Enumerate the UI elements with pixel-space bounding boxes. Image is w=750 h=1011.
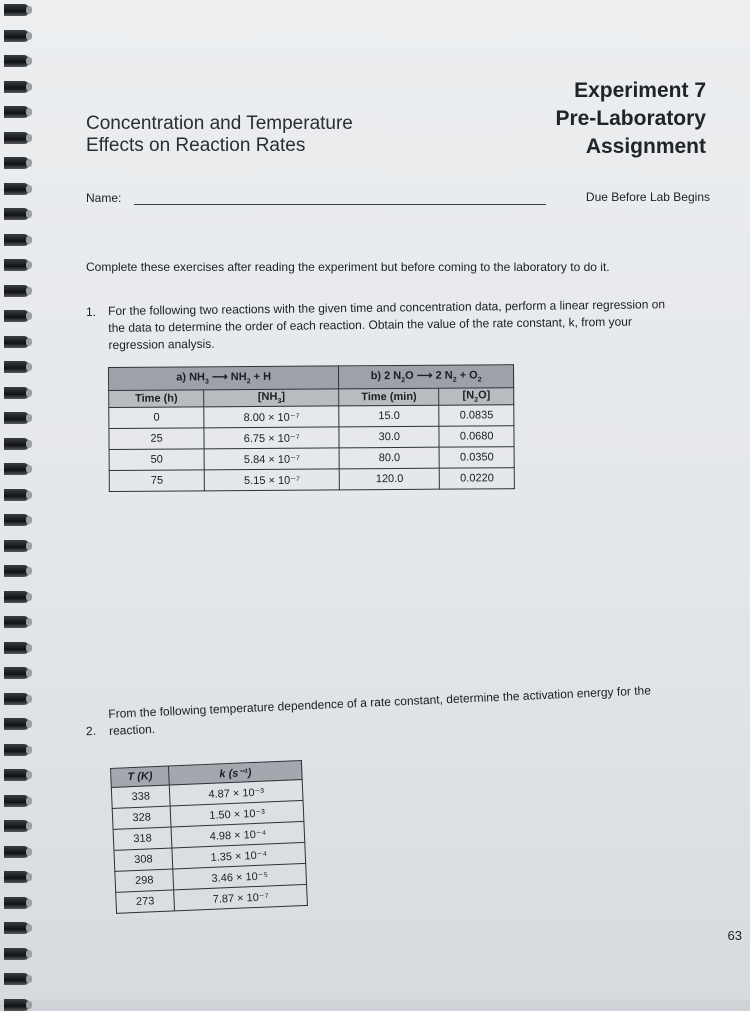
table-row (109, 447, 514, 471)
instructions: Complete these exercises after reading the experiment but before coming to the laboratory to do it. (86, 260, 610, 274)
column-header: Time (h) (109, 390, 204, 408)
cell: 273 (116, 890, 175, 913)
binding-hole (26, 695, 32, 703)
cell: 338 (111, 785, 170, 808)
question-1-text: For the following two reactions with the given time and concentration data, perform a linear regression on the data to determine the order of each reaction. Obtain the value of the rate constant, k, from your regression analysis. (108, 297, 666, 352)
table-row (109, 426, 514, 450)
cell: 0.0835 (439, 405, 514, 427)
binding-hole (26, 644, 32, 652)
cell: 30.0 (339, 426, 439, 448)
binding-hole (26, 32, 32, 40)
cell: 3.46 × 10⁻⁵ (173, 863, 307, 890)
reaction-b-header: b) 2 $N_2O$ ⟶ 2 $N_2 + O_2$ (339, 365, 514, 389)
experiment-heading (555, 77, 706, 161)
title-line-1: Concentration and Temperature (86, 113, 353, 134)
binding-hole (26, 720, 32, 728)
cell: 0.0220 (440, 468, 515, 490)
binding-hole (26, 312, 32, 320)
binding-hole (26, 975, 32, 983)
column-header: T (K) (111, 766, 170, 787)
table-row (109, 405, 514, 429)
binding-hole (26, 261, 32, 269)
binding-hole (26, 950, 32, 958)
cell: 8.00 × 10⁻⁷ (204, 406, 339, 428)
binding-hole (26, 465, 32, 473)
rate-constant-table (110, 760, 308, 914)
binding-hole (26, 389, 32, 397)
cell: 0.0680 (439, 426, 514, 448)
cell: 120.0 (339, 468, 439, 490)
experiment-number: Experiment 7 (574, 79, 706, 102)
binding-hole (26, 210, 32, 218)
binding-hole (26, 1001, 32, 1009)
binding-hole (26, 669, 32, 677)
binding-hole (26, 873, 32, 881)
cell: 5.15 × 10⁻⁷ (205, 469, 340, 491)
cell: 298 (115, 869, 174, 892)
cell: 50 (109, 449, 204, 471)
binding-hole (26, 236, 32, 244)
name-field-line[interactable] (134, 204, 546, 205)
cell: 15.0 (339, 405, 439, 427)
experiment-subtitle-1: Pre-Laboratory (555, 107, 706, 130)
cell: 75 (109, 470, 204, 492)
experiment-subtitle-2: Assignment (585, 135, 706, 158)
binding-hole (26, 822, 32, 830)
binding-hole (26, 83, 32, 91)
cell: 0 (109, 407, 204, 429)
cell: 80.0 (339, 447, 439, 469)
reaction-data-table (108, 364, 515, 492)
binding-hole (26, 771, 32, 779)
binding-hole (26, 363, 32, 371)
cell: 25 (109, 428, 204, 450)
binding-hole (26, 134, 32, 142)
binding-hole (26, 185, 32, 193)
binding-hole (26, 618, 32, 626)
binding-hole (26, 57, 32, 65)
question-2-text: From the following temperature dependence of a rate constant, determine the activation energy for the reaction. (108, 683, 652, 738)
binding-hole (26, 848, 32, 856)
page-number: 63 (727, 928, 742, 943)
binding-hole (26, 516, 32, 524)
binding-hole (26, 593, 32, 601)
binding-hole (26, 924, 32, 932)
cell: 308 (114, 848, 173, 871)
table-row (109, 468, 514, 492)
binding-hole (26, 440, 32, 448)
cell: 328 (112, 806, 171, 829)
cell: 4.98 × 10⁻⁴ (171, 821, 305, 848)
question-1-number: 1. (86, 305, 97, 319)
cell: 6.75 × 10⁻⁷ (204, 427, 339, 449)
binding-hole (26, 108, 32, 116)
cell: 4.87 × 10⁻³ (169, 779, 303, 806)
question-2-number: 2. (85, 723, 97, 739)
cell: 7.87 × 10⁻⁷ (174, 884, 308, 911)
binding-hole (26, 567, 32, 575)
binding-hole (26, 797, 32, 805)
column-header: $[NH_3]$ (204, 389, 339, 407)
binding-hole (26, 338, 32, 346)
binding-hole (26, 746, 32, 754)
cell: 5.84 × 10⁻⁷ (204, 448, 339, 470)
cell: 1.50 × 10⁻³ (170, 800, 304, 827)
binding-hole (26, 414, 32, 422)
column-header: k (s⁻¹) (169, 760, 302, 785)
due-label: Due Before Lab Begins (585, 190, 710, 204)
cell: 318 (113, 827, 172, 850)
column-header: Time (min) (339, 388, 439, 406)
binding-hole (26, 542, 32, 550)
reaction-a-header: a) $NH_3$ ⟶ $NH_2 + H$ (109, 366, 339, 391)
cell: 0.0350 (439, 447, 514, 469)
spiral-binding (0, 0, 34, 1000)
binding-hole (26, 159, 32, 167)
binding-hole (26, 6, 32, 14)
binding-hole (26, 287, 32, 295)
name-label: Name: (86, 191, 122, 205)
binding-hole (26, 899, 32, 907)
column-header: $[N_2O]$ (439, 388, 514, 406)
binding-hole (26, 491, 32, 499)
page-title (86, 113, 353, 157)
cell: 1.35 × 10⁻⁴ (172, 842, 306, 869)
title-line-2: Effects on Reaction Rates (86, 135, 306, 156)
